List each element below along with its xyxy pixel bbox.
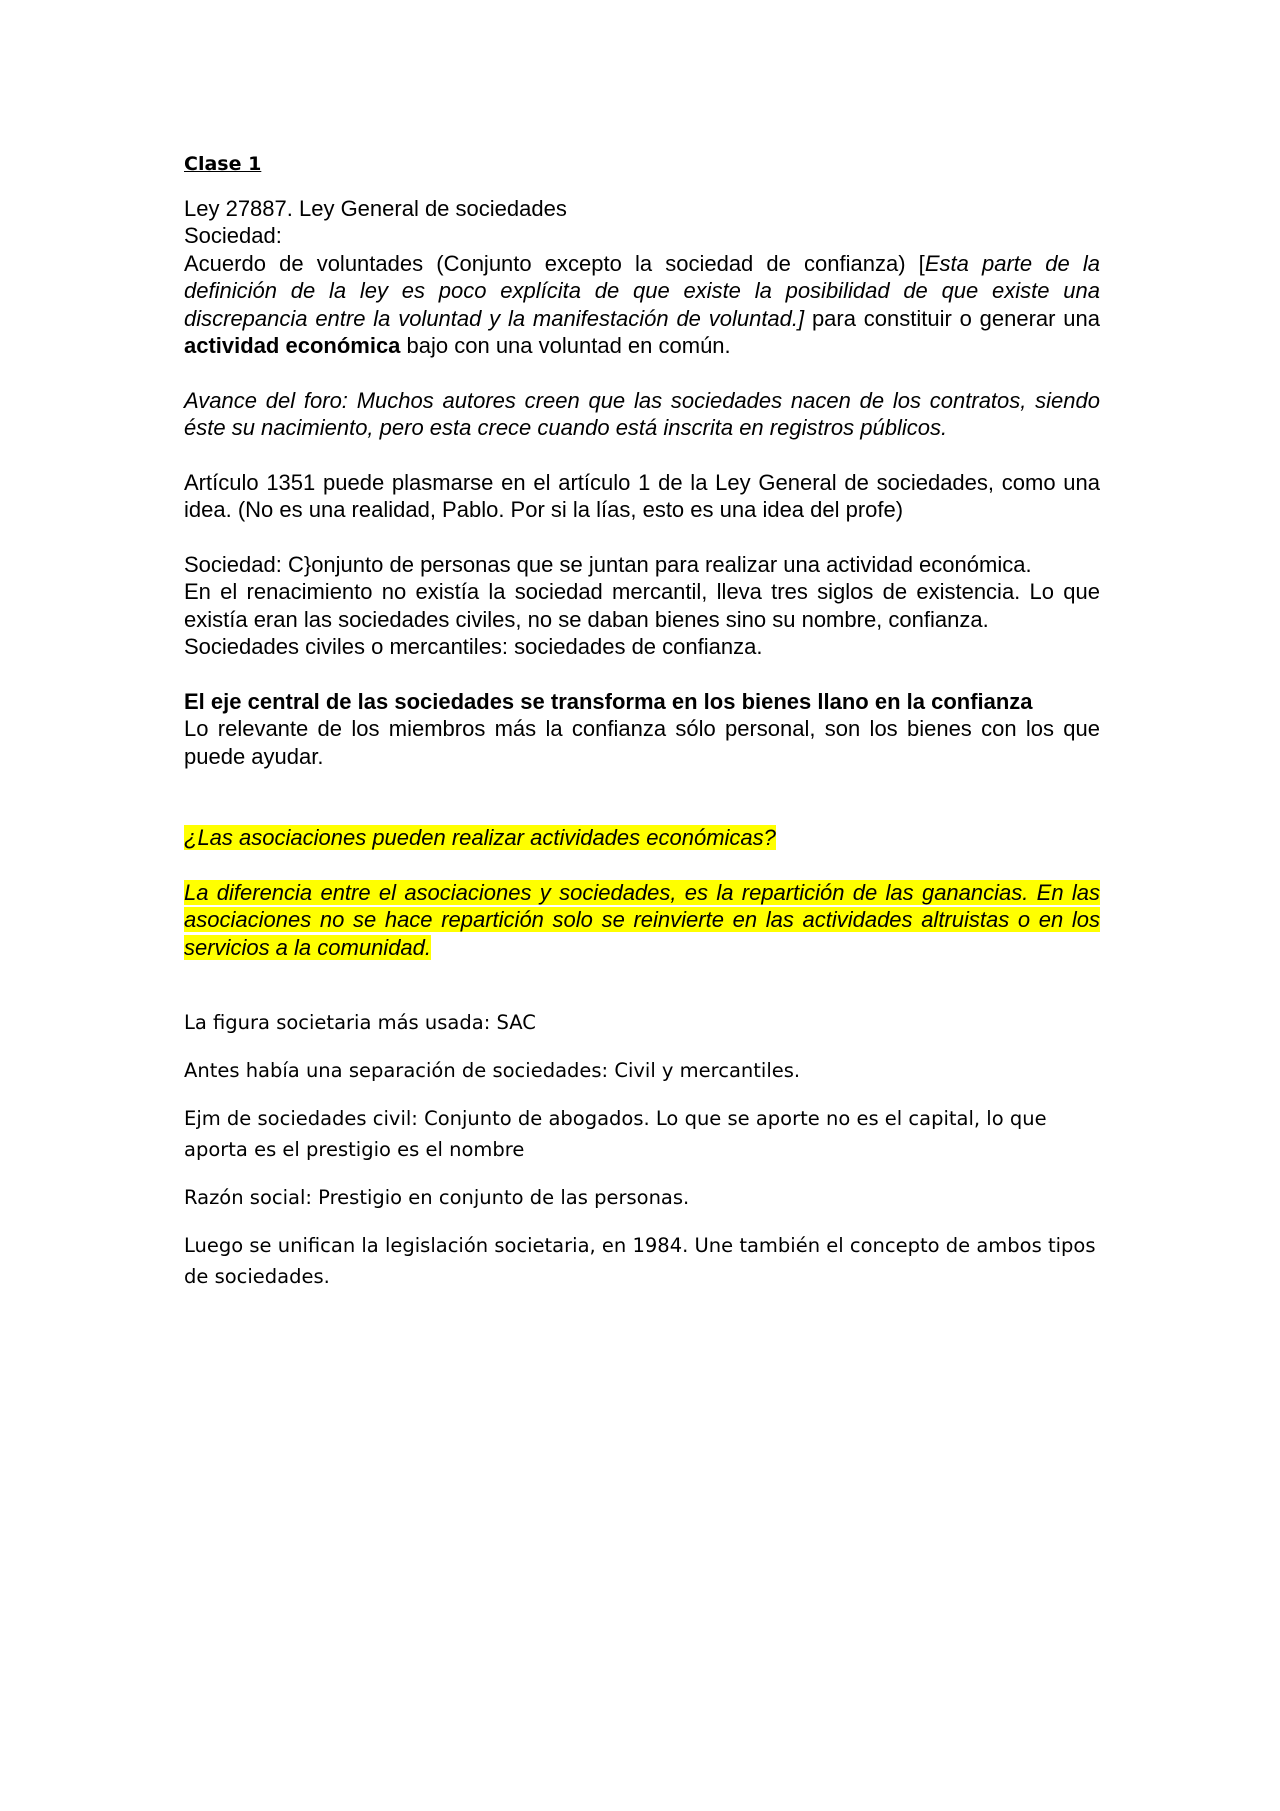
note-item: La figura societaria más usada: SAC	[184, 1011, 536, 1035]
eje-heading: El eje central de las sociedades se transforma en los bienes llano en la confianza	[184, 688, 1033, 714]
highlight-question: ¿Las asociaciones pueden realizar actividades económicas?	[184, 825, 776, 851]
law-line: Ley 27887. Ley General de sociedades	[184, 195, 567, 221]
highlight-question-paragraph	[184, 824, 1100, 852]
definition-paragraph	[184, 250, 1100, 360]
document-body	[184, 152, 1100, 1309]
definition-italic: Esta parte de la definición de la ley es poco explícita de que existe la posibilidad de que existe una discrepancia entre la voluntad y la manifestación de voluntad.]	[184, 250, 1100, 331]
note-item: Antes había una separación de sociedades: Civil y mercantiles.	[184, 1059, 801, 1083]
note-item: Razón social: Prestigio en conjunto de las personas.	[184, 1186, 690, 1210]
sociedad-block	[184, 551, 1100, 661]
highlight-answer: La diferencia entre el asociaciones y sociedades, es la repartición de las ganancias. En las asociaciones no se hace repartición solo se reinvierte en las actividades altruistas o en los servicios a la comunidad.	[184, 879, 1100, 960]
definition-bold: actividad económica	[184, 333, 401, 359]
sociedad-line-3: Sociedades civiles o mercantiles: sociedades de confianza.	[184, 634, 763, 660]
eje-body: Lo relevante de los miembros más la confianza sólo personal, son los bienes con los que puede ayudar.	[184, 716, 1100, 769]
sociedad-line-1: Sociedad: C}onjunto de personas que se juntan para realizar una actividad económica.	[184, 551, 1032, 577]
eje-block	[184, 688, 1100, 771]
definition-start: Acuerdo de voluntades (Conjunto excepto la sociedad de confianza) [	[184, 250, 925, 276]
document-title: Clase 1	[184, 153, 262, 175]
note-item: Luego se unifican la legislación societaria, en 1984. Une también el concepto de ambos tipos de sociedades.	[184, 1234, 1096, 1289]
definition-end: bajo con una voluntad en común.	[400, 333, 731, 359]
highlight-answer-paragraph	[184, 879, 1100, 962]
avance-paragraph: Avance del foro: Muchos autores creen que las sociedades nacen de los contratos, siendo éste su nacimiento, pero esta crece cuando está inscrita en registros públicos.	[184, 387, 1100, 441]
note-item: Ejm de sociedades civil: Conjunto de abogados. Lo que se aporte no es el capital, lo que aporta es el prestigio es el nombre	[184, 1107, 1047, 1162]
sociedad-line-2: En el renacimiento no existía la sociedad mercantil, lleva tres siglos de existencia. Lo que existía eran las sociedades civiles, no se daban bienes sino su nombre, confianza.	[184, 579, 1100, 632]
articulo-paragraph: Artículo 1351 puede plasmarse en el artículo 1 de la Ley General de sociedades, como una idea. (No es una realidad, Pablo. Por si la lías, esto es una idea del profe)	[184, 469, 1100, 523]
definition-mid: para constituir o generar una	[804, 305, 1100, 331]
definition-block	[184, 195, 1100, 360]
sociedad-label: Sociedad:	[184, 223, 282, 249]
